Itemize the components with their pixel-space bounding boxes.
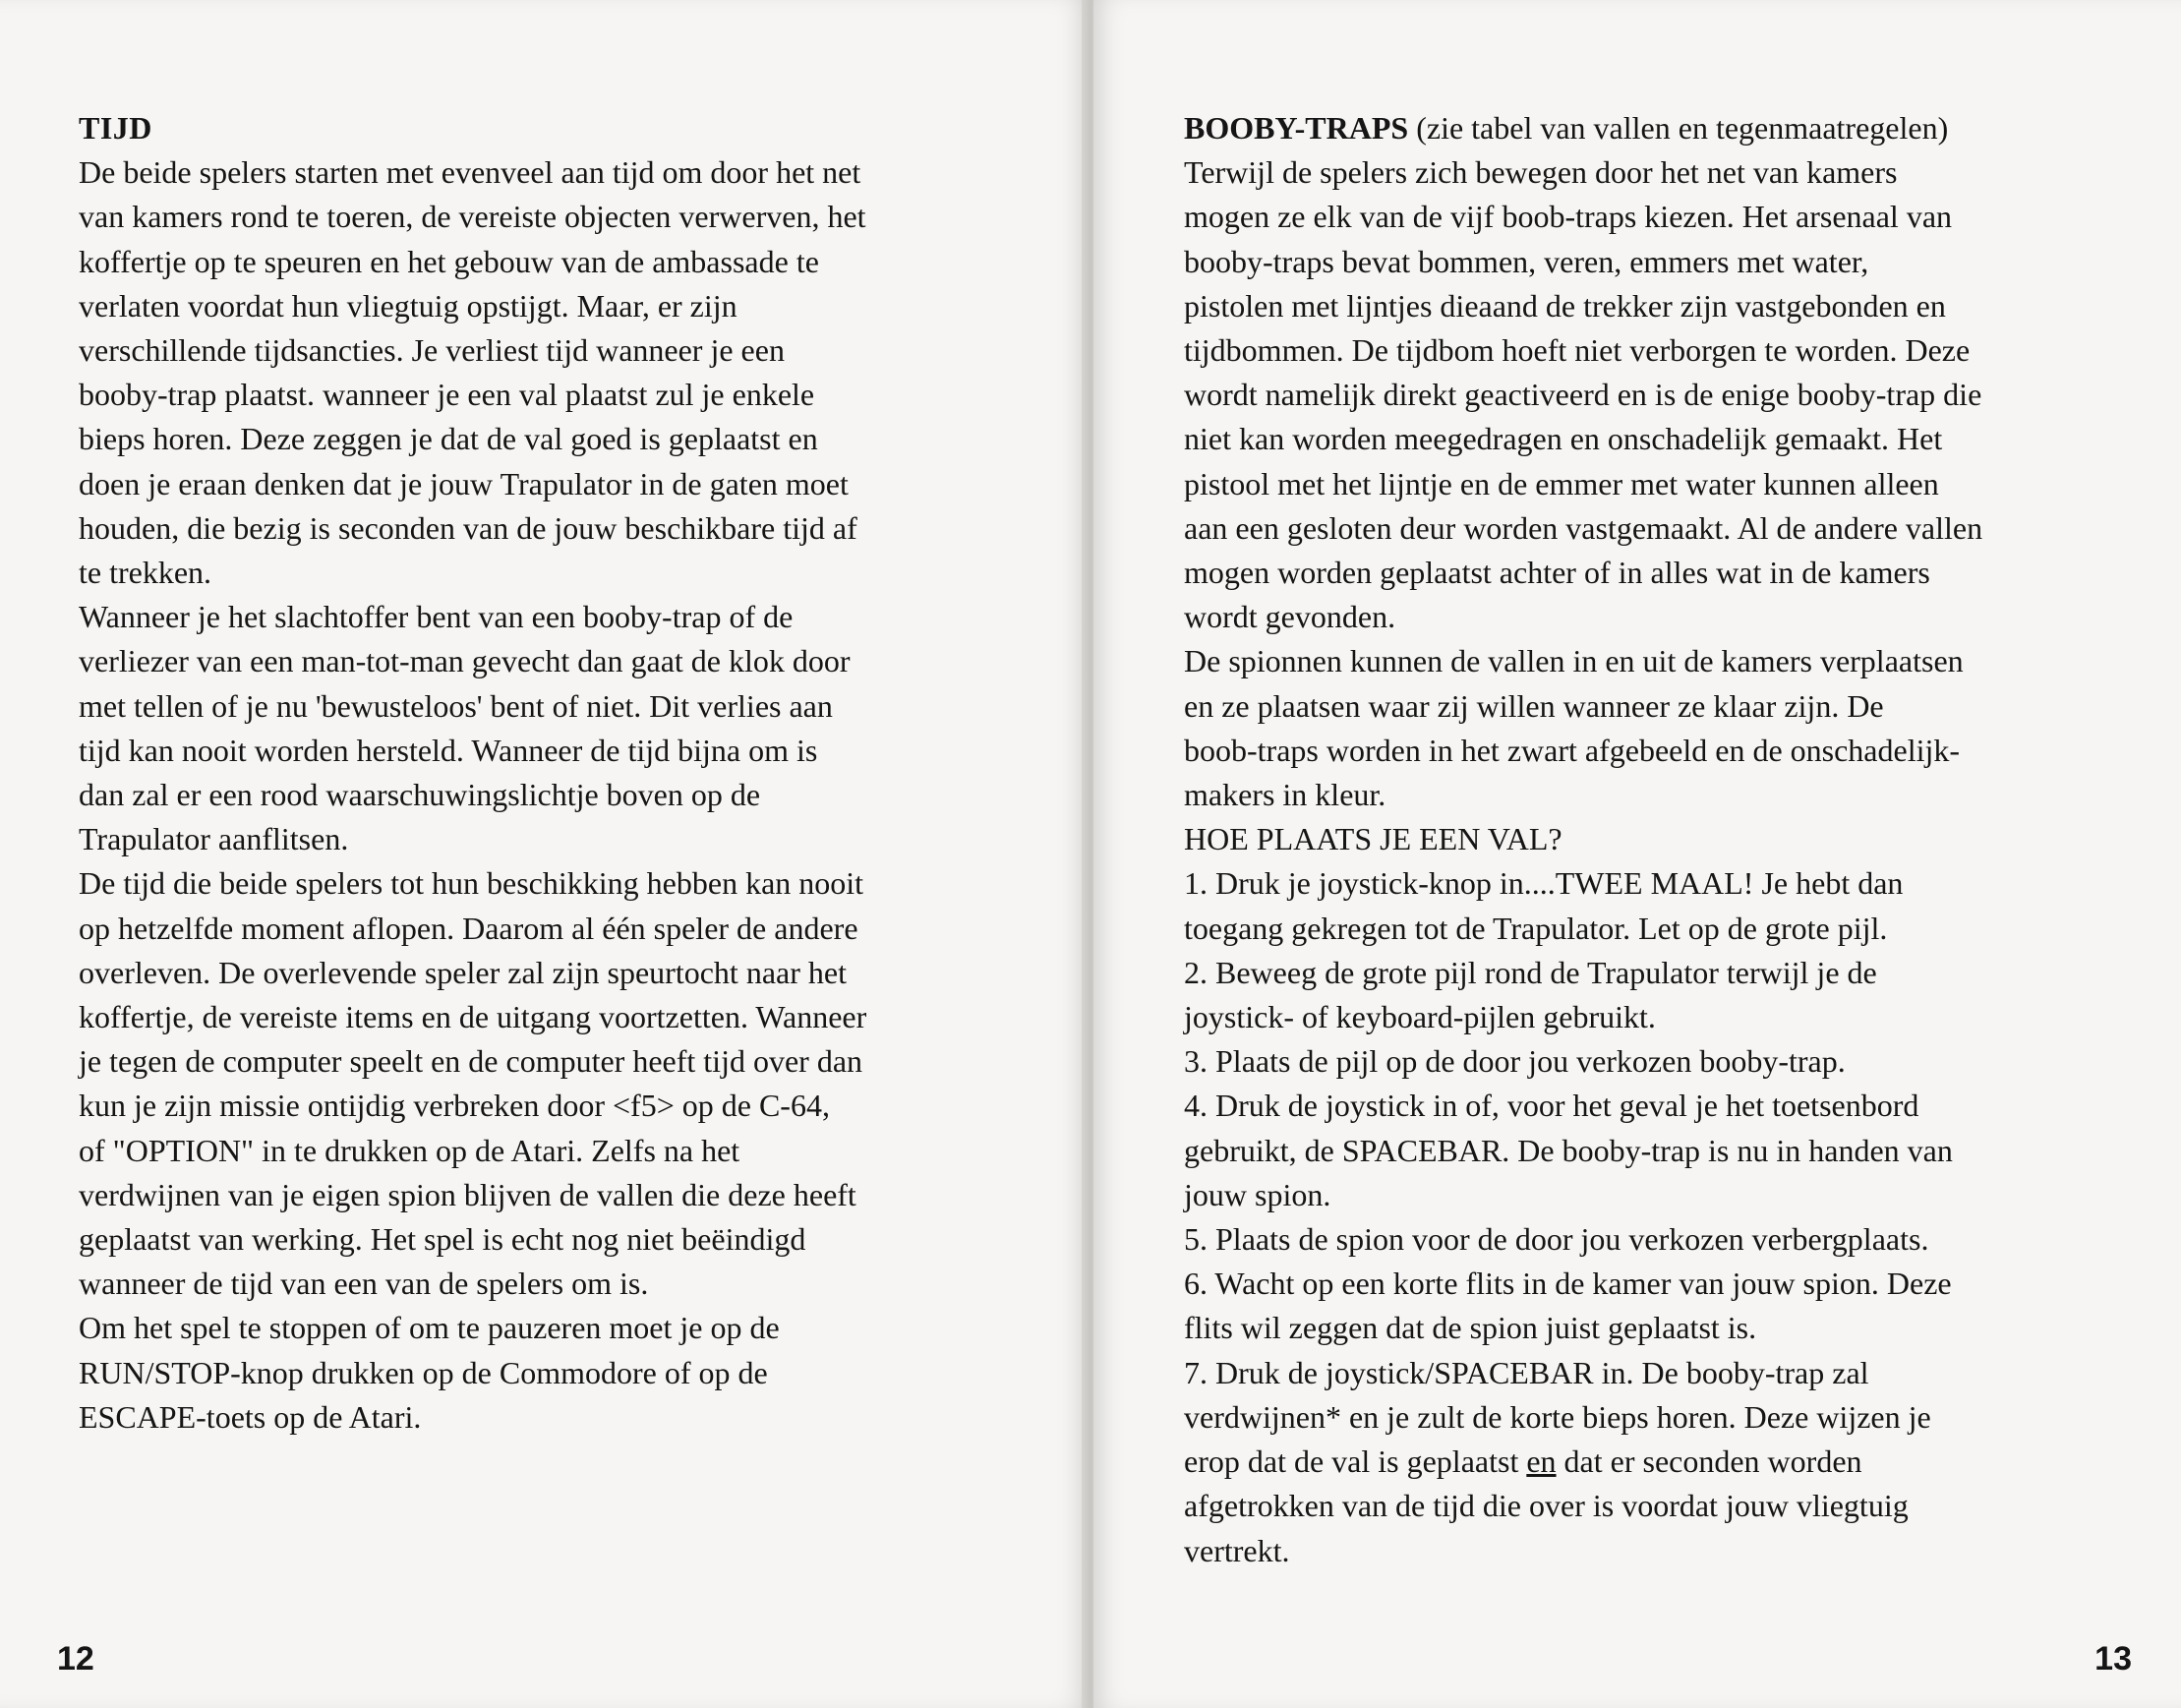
text-line: tijdbommen. De tijdbom hoeft niet verborgen te worden. Deze (1184, 332, 1971, 369)
text-fragment: dat er seconden worden (1556, 1443, 1862, 1480)
text-line: mogen worden geplaatst achter of in alles wat in de kamers (1184, 555, 1930, 591)
step-line: 1. Druk je joystick-knop in....TWEE MAAL! Je hebt dan (1184, 865, 1904, 902)
text-line: koffertje op te speuren en het gebouw van de ambassade te (79, 243, 819, 279)
text-line: met tellen of je nu 'bewusteloos' bent of niet. Dit verlies aan (79, 687, 833, 724)
text-fragment: erop dat de val is geplaatst (1184, 1443, 1527, 1480)
text-line: verdwijnen van je eigen spion blijven de vallen die deze heeft (79, 1176, 856, 1212)
text-line: dan zal er een rood waarschuwingslichtje boven op de (79, 777, 761, 813)
text-line: je tegen de computer speelt en de computer heeft tijd over dan (79, 1043, 863, 1080)
step-line: afgetrokken van de tijd die over is voordat jouw vliegtuig (1184, 1488, 1909, 1524)
right-page (1093, 0, 2181, 1708)
text-line: Terwijl de spelers zich bewegen door het net van kamers (1184, 154, 1898, 191)
text-line: Om het spel te stoppen of om te pauzeren moet je op de (79, 1310, 780, 1346)
text-line: mogen ze elk van de vijf boob-traps kiezen. Het arsenaal van (1184, 199, 1953, 235)
text-line: pistool met het lijntje en de emmer met water kunnen alleen (1184, 465, 1939, 501)
step-line: 3. Plaats de pijl op de door jou verkozen booby-trap. (1184, 1043, 1846, 1080)
text-line: Trapulator aanflitsen. (79, 821, 349, 857)
page-number-left: 12 (57, 1640, 94, 1678)
section-heading-booby-traps-line (1184, 106, 2128, 150)
text-line: kun je zijn missie ontijdig verbreken door <f5> op de C-64, (79, 1088, 830, 1124)
text-line: te trekken. (79, 555, 212, 591)
step-line: joystick- of keyboard-pijlen gebruikt. (1184, 999, 1656, 1035)
step-line-with-underline (1184, 1440, 2128, 1484)
step-line: 7. Druk de joystick/SPACEBAR in. De booby-trap zal (1184, 1354, 1869, 1390)
step-line: 2. Beweeg de grote pijl rond de Trapulator terwijl je de (1184, 954, 1877, 990)
text-line: De beide spelers starten met evenveel aan tijd om door het net (79, 154, 861, 191)
text-line: verliezer van een man-tot-man gevecht dan gaat de klok door (79, 643, 851, 679)
text-line: en ze plaatsen waar zij willen wanneer ze klaar zijn. De (1184, 687, 1884, 724)
text-line: makers in kleur. (1184, 777, 1386, 813)
step-line: 4. Druk de joystick in of, voor het geval je het toetsenbord (1184, 1088, 1919, 1124)
text-line: booby-traps bevat bommen, veren, emmers met water, (1184, 243, 1869, 279)
text-line: booby-trap plaatst. wanneer je een val plaatst zul je enkele (79, 377, 815, 413)
page-number-right: 13 (2094, 1640, 2132, 1678)
step-line: 5. Plaats de spion voor de door jou verkozen verbergplaats. (1184, 1221, 1929, 1258)
text-line: ESCAPE-toets op de Atari. (79, 1398, 422, 1435)
text-line: houden, die bezig is seconden van de jouw beschikbare tijd af (79, 509, 857, 546)
text-line: doen je eraan denken dat je jouw Trapulator in de gaten moet (79, 465, 849, 501)
text-line: De spionnen kunnen de vallen in en uit de kamers verplaatsen (1184, 643, 1964, 679)
left-text-block (79, 106, 1023, 1440)
text-line: wordt gevonden. (1184, 599, 1396, 635)
step-line: gebruikt, de SPACEBAR. De booby-trap is nu in handen van (1184, 1132, 1953, 1168)
subheading-hoe-plaats: HOE PLAATS JE EEN VAL? (1184, 821, 1562, 857)
right-text-block (1184, 106, 2128, 1573)
text-line: verschillende tijdsancties. Je verliest tijd wanneer je een (79, 332, 785, 369)
text-line: tijd kan nooit worden hersteld. Wanneer de tijd bijna om is (79, 732, 818, 768)
step-line: vertrekt. (1184, 1532, 1290, 1568)
text-line: wordt namelijk direkt geactiveerd en is de enige booby-trap die (1184, 377, 1982, 413)
section-heading-tijd: TIJD (79, 110, 152, 146)
text-line: van kamers rond te toeren, de vereiste objecten verwerven, het (79, 199, 866, 235)
section-heading-booby-traps: BOOBY-TRAPS (1184, 110, 1409, 146)
text-line: verlaten voordat hun vliegtuig opstijgt. Maar, er zijn (79, 287, 737, 324)
step-line: 6. Wacht op een korte flits in de kamer van jouw spion. Deze (1184, 1266, 1952, 1302)
text-line: Wanneer je het slachtoffer bent van een booby-trap of de (79, 599, 794, 635)
step-line: jouw spion. (1184, 1176, 1331, 1212)
left-page (0, 0, 1088, 1708)
text-line: De tijd die beide spelers tot hun beschikking hebben kan nooit (79, 865, 864, 902)
step-line: verdwijnen* en je zult de korte bieps horen. Deze wijzen je (1184, 1398, 1931, 1435)
underlined-word: en (1526, 1443, 1557, 1480)
step-line: flits wil zeggen dat de spion juist geplaatst is. (1184, 1310, 1757, 1346)
step-line: toegang gekregen tot de Trapulator. Let op de grote pijl. (1184, 910, 1888, 946)
text-line: geplaatst van werking. Het spel is echt nog niet beëindigd (79, 1221, 806, 1258)
text-line: boob-traps worden in het zwart afgebeeld en de onschadelijk- (1184, 732, 1961, 768)
text-line: aan een gesloten deur worden vastgemaakt. Al de andere vallen (1184, 509, 1983, 546)
text-line: koffertje, de vereiste items en de uitgang voortzetten. Wanneer (79, 999, 867, 1035)
text-line: niet kan worden meegedragen en onschadelijk gemaakt. Het (1184, 421, 1943, 457)
text-line: overleven. De overlevende speler zal zijn speurtocht naar het (79, 954, 847, 990)
text-line: pistolen met lijntjes dieaand de trekker zijn vastgebonden en (1184, 287, 1946, 324)
heading-note: (zie tabel van vallen en tegenmaatregelen) (1408, 110, 1949, 146)
text-line: wanneer de tijd van een van de spelers om is. (79, 1266, 649, 1302)
text-line: bieps horen. Deze zeggen je dat de val goed is geplaatst en (79, 421, 818, 457)
text-line: op hetzelfde moment aflopen. Daarom al één speler de andere (79, 910, 858, 946)
text-line: RUN/STOP-knop drukken op de Commodore of op de (79, 1354, 768, 1390)
text-line: of "OPTION" in te drukken op de Atari. Zelfs na het (79, 1132, 740, 1168)
